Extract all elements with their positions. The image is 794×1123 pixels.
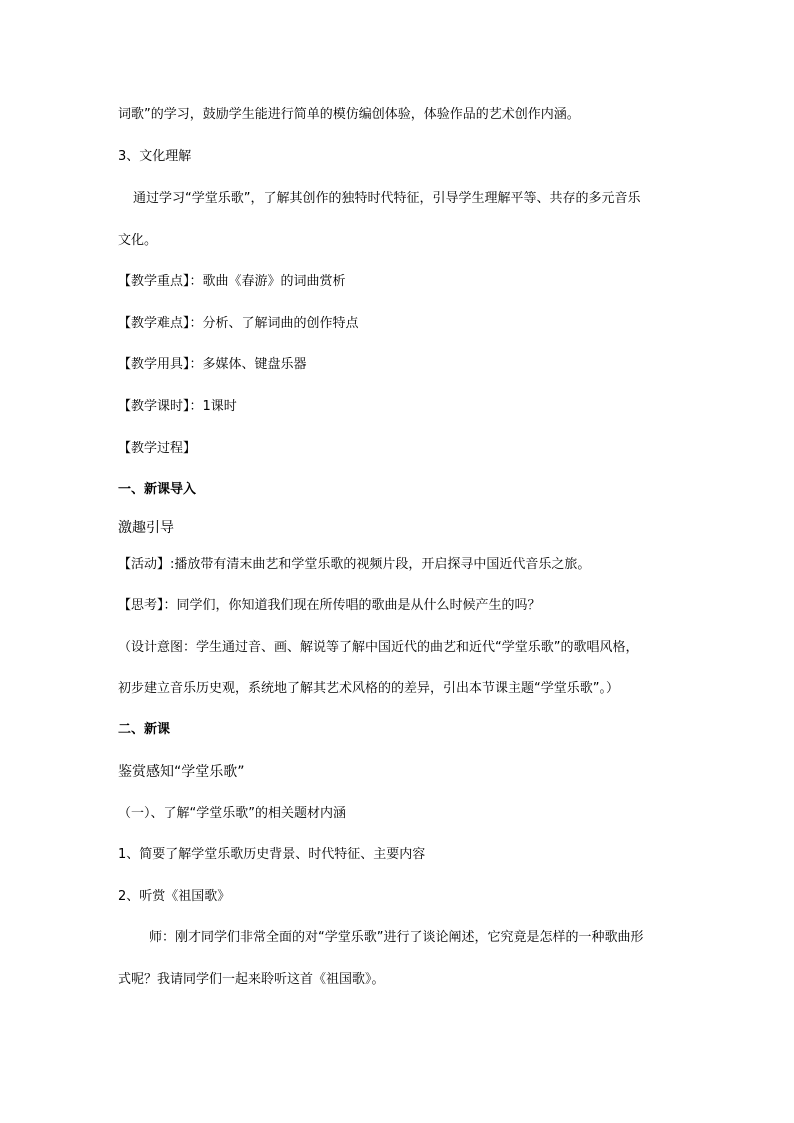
teaching-difficulty: 【教学难点】：分析、了解词曲的创作特点	[118, 316, 359, 331]
thinking-line: 【思考】：同学们，你知道我们现在所传唱的歌曲是从什么时候产生的吗？	[118, 598, 541, 613]
paragraph-line-3: 通过学习“学堂乐歌”，了解其创作的独特时代特征，引导学生理解平等、共存的多元音乐	[133, 191, 641, 206]
teaching-process-heading: 【教学过程】	[118, 441, 197, 456]
paragraph-line-1: 词歌”的学习，鼓励学生能进行简单的模仿编创体验，体验作品的艺术创作内涵。	[118, 107, 580, 122]
activity-line: 【活动】:播放带有清末曲艺和学堂乐歌的视频片段，开启探寻中国近代音乐之旅。	[118, 557, 591, 572]
teacher-speech-line-2: 式呢？我请同学们一起来聆听这首《祖国歌》。	[118, 972, 385, 987]
subsection-one: （一）、了解“学堂乐歌”的相关题材内涵	[118, 806, 346, 821]
subheading-appreciation: 鉴赏感知“学堂乐歌”	[118, 764, 245, 780]
design-intent-line-2: 初步建立音乐历史观，系统地了解其艺术风格的的差异，引出本节课主题“学堂乐歌”。）	[118, 681, 619, 696]
section-heading-cultural-understanding: 3、文化理解	[118, 149, 192, 164]
design-intent-line-1: （设计意图：学生通过音、画、解说等了解中国近代的曲艺和近代“学堂乐歌”的歌唱风格，	[118, 640, 639, 655]
list-item-1: 1、简要了解学堂乐歌历史背景、时代特征、主要内容	[118, 847, 426, 862]
teaching-hours: 【教学课时】：1课时	[118, 399, 237, 414]
teaching-tools: 【教学用具】：多媒体、键盘乐器	[118, 357, 307, 372]
section-heading-new-lesson-intro: 一、新课导入	[118, 482, 197, 497]
teaching-focus: 【教学重点】：歌曲《春游》的词曲赏析	[118, 274, 346, 289]
section-heading-new-lesson: 二、新课	[118, 722, 171, 737]
teacher-speech-line-1: 师：刚才同学们非常全面的对“学堂乐歌”进行了谈论阐述，它究竟是怎样的一种歌曲形	[149, 930, 644, 945]
subheading-motivation: 激趣引导	[118, 520, 174, 536]
list-item-2: 2、听赏《祖国歌》	[118, 889, 231, 904]
paragraph-line-4: 文化。	[118, 233, 158, 248]
